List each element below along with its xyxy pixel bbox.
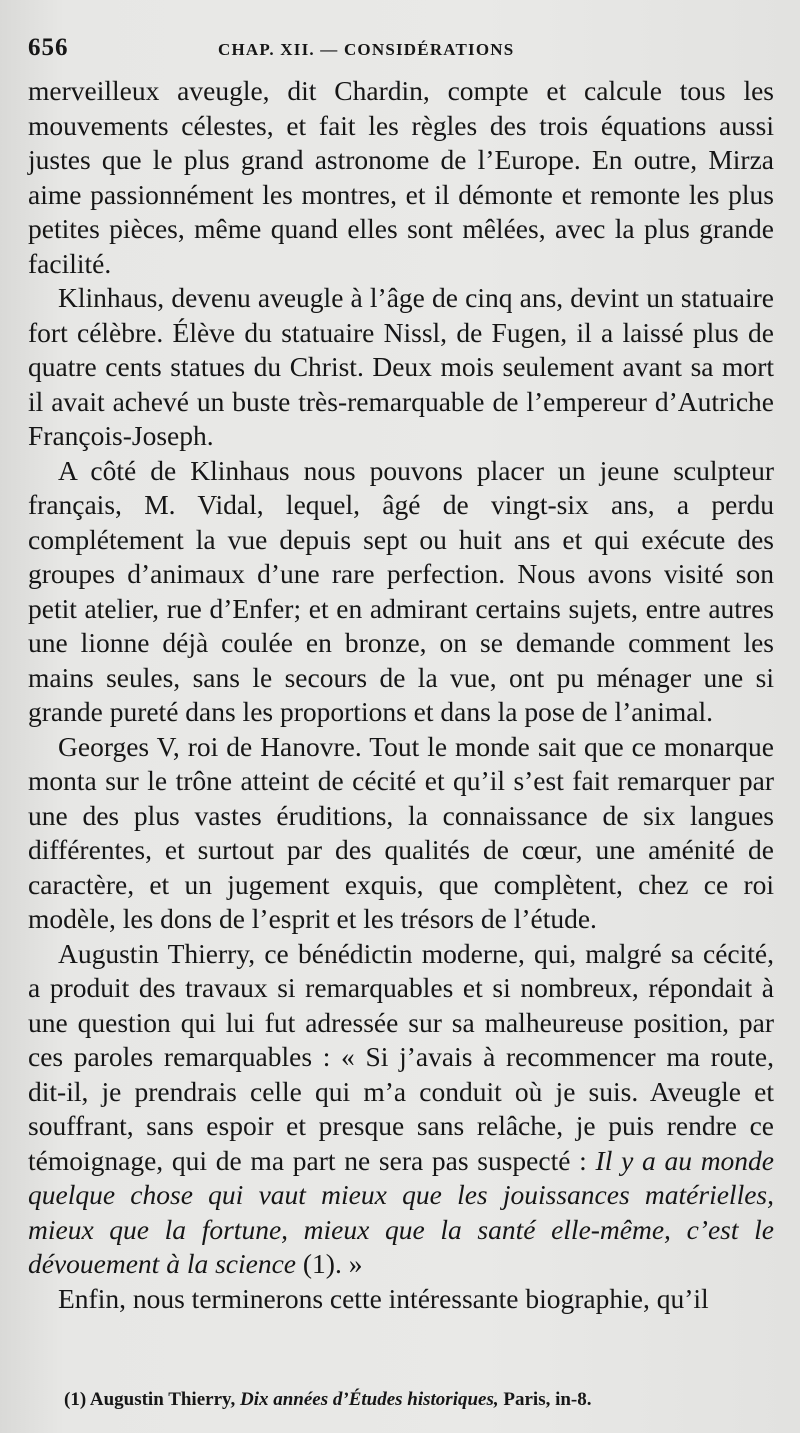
footnote-marker: (1) xyxy=(64,1389,87,1410)
paragraph-klinhaus: Klinhaus, devenu aveugle à l’âge de cinq ans, devint un statuaire fort célèbre. Élève du statuaire Nissl, de Fugen, il a laissé plus de quatre cents statues du Christ. Deux mois seulement avant sa mort il avait achevé un buste très-remarquable de l’empereur d’Autriche François-Joseph. xyxy=(28,282,774,451)
page-number: 656 xyxy=(28,34,69,61)
body-text xyxy=(28,74,774,1316)
thierry-quote-italic: Il y a au monde quelque chose qui vaut mieux que les jouissances matérielles, mieux que la fortune, mieux que la santé elle-même, c’est le dévouement à la science xyxy=(28,1144,775,1279)
thierry-text: Augustin Thierry, ce bénédictin moderne, qui, malgré sa cécité, a produit des travaux si remarquables et si nombreux, répondait à une question qui lui fut adressée sur sa malheureuse position, par ces paroles remarquables : « Si j’avais à recommencer ma route, dit-il, je prendrais celle qui m’a conduit où je suis. Aveugle et souffrant, sans espoir et presque sans relâche, je puis rendre ce témoignage, qui de ma part ne sera pas suspecté : xyxy=(28,937,774,1176)
paragraph-georges-v: Georges V, roi de Hanovre. Tout le monde sait que ce monarque monta sur le trône atteint de cécité et qu’il s’est fait remarquer par une des plus vastes éruditions, la connaissance de six langues différentes, et surtout par des qualités de cœur, une aménité de caractère, et un jugement exquis, que complètent, chez ce roi modèle, les dons de l’esprit et les trésors de l’étude. xyxy=(28,730,774,934)
paragraph-vidal: A côté de Klinhaus nous pouvons placer un jeune sculpteur français, M. Vidal, lequel, âgé de vingt-six ans, a perdu complétement la vue depuis sept ou huit ans et qui exécute des groupes d’animaux d’une rare perfection. Nous avons visité son petit atelier, rue d’Enfer; et en admirant certains sujets, entre autres une lionne déjà coulée en bronze, on se demande comment les mains seules, sans le secours de la vue, ont pu ménager une si grande pureté dans les proportions et dans la pose de l’animal. xyxy=(28,454,774,727)
running-head: CHAP. XII. — CONSIDÉRATIONS xyxy=(218,40,515,59)
paragraph-mirza: merveilleux aveugle, dit Chardin, compte et calcule tous les mouvements célestes, et fait les règles des trois équations aussi justes que le plus grand astronome de l’Europe. En outre, Mirza aime passionnément les montres, et il démonte et remonte les plus petites pièces, même quand elles sont mêlées, avec la plus grande facilité. xyxy=(28,75,774,279)
page-header xyxy=(28,34,774,74)
thierry-tail: (1). » xyxy=(302,1248,363,1279)
footnote-rest: Paris, in-8. xyxy=(503,1389,592,1410)
footnote-title: Dix années d’Études historiques, xyxy=(239,1389,499,1410)
paragraph-enfin: Enfin, nous terminerons cette intéressante biographie, qu’il xyxy=(58,1282,709,1314)
footnote-author: Augustin Thierry, xyxy=(89,1389,236,1410)
footnote xyxy=(64,1389,760,1411)
paragraph-thierry xyxy=(28,937,774,1282)
